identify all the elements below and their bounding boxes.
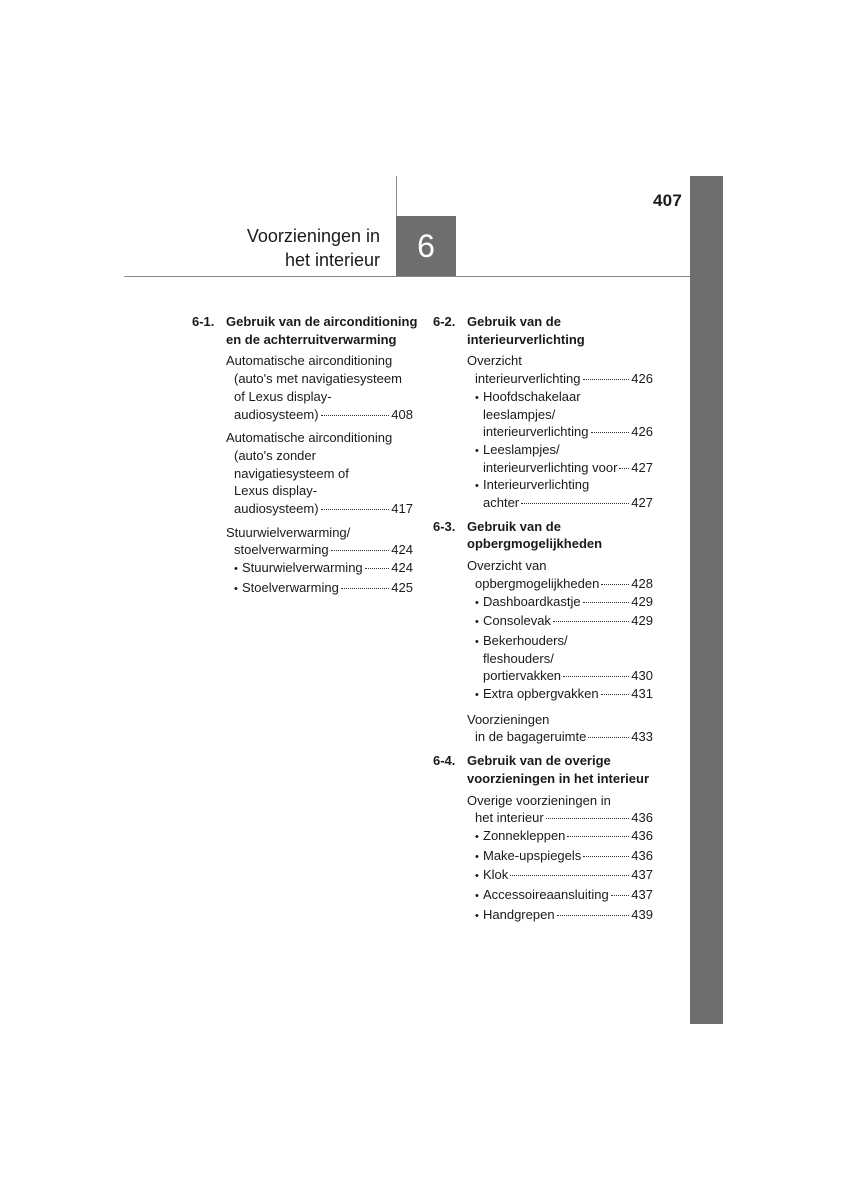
sub-entry-page-number[interactable]: 427 — [631, 495, 653, 511]
entry-title-last: interieurverlichting — [475, 371, 581, 387]
section-number: 6-3. — [433, 518, 456, 534]
dot-leader — [557, 915, 630, 916]
sub-entry-page-line[interactable] — [483, 612, 653, 630]
sub-entry-page-number[interactable]: 429 — [631, 613, 653, 629]
toc-sub-entry[interactable] — [475, 886, 653, 906]
section-title — [467, 313, 585, 348]
sub-entry-title: Zonnekleppen — [483, 827, 566, 843]
sub-entry-page-line[interactable] — [483, 906, 653, 924]
entry-page-line[interactable] — [234, 541, 413, 559]
entry-page-number[interactable]: 436 — [631, 810, 653, 826]
sub-entry-body — [483, 847, 653, 865]
sub-entry-title: Handgrepen — [483, 906, 555, 922]
dot-leader — [583, 379, 630, 380]
entry-page-line[interactable] — [234, 500, 413, 518]
toc-sub-entry[interactable] — [234, 559, 413, 579]
chapter-title-line: het interieur — [284, 250, 380, 270]
sub-entry-body — [483, 632, 653, 685]
section-title-line: Gebruik van de airconditioning — [226, 314, 418, 329]
toc-sub-entry[interactable] — [475, 593, 653, 613]
entry-title-line: (auto's zonder — [234, 447, 316, 463]
entry-title: Overzicht — [467, 353, 522, 369]
sub-entry-page-line[interactable] — [483, 847, 653, 865]
entry-title: Overige voorzieningen in — [467, 792, 611, 808]
dot-leader — [546, 818, 630, 819]
dot-leader — [321, 415, 390, 416]
toc-sub-entry[interactable] — [475, 441, 653, 476]
toc-section-heading — [433, 313, 653, 348]
entry-title: Voorzieningen — [467, 711, 550, 727]
entry-title-last: audiosysteem) — [234, 501, 319, 517]
toc-left-column — [192, 313, 418, 599]
sub-entry-title: Dashboardkastje — [483, 593, 581, 609]
bullet-icon: • — [475, 850, 479, 863]
sub-entry-title: Stuurwielverwarming — [242, 560, 363, 576]
sub-entry-title-line: Leeslampjes/ — [483, 441, 560, 457]
bullet-icon: • — [475, 689, 479, 702]
toc-sub-entry[interactable] — [475, 685, 653, 705]
sub-entry-title: Make-upspiegels — [483, 847, 582, 863]
sub-entry-body — [483, 476, 653, 511]
dot-leader — [553, 621, 629, 622]
sub-entry-title-line: Interieurverlichting — [483, 477, 590, 493]
bullet-icon: • — [475, 444, 479, 457]
sub-entry-page-number[interactable]: 430 — [631, 668, 653, 684]
entry-page-number[interactable]: 428 — [631, 575, 653, 591]
sub-entry-body — [242, 559, 413, 577]
dot-leader — [601, 694, 630, 695]
dot-leader — [365, 568, 390, 569]
sub-entry-page-number[interactable]: 429 — [631, 593, 653, 609]
sub-entry-page-number[interactable]: 437 — [631, 887, 653, 903]
dot-leader — [521, 503, 629, 504]
entry-title-last: opbergmogelijkheden — [475, 575, 600, 591]
sub-entry-page-number[interactable]: 431 — [631, 686, 653, 702]
entry-title: Automatische airconditioning — [226, 353, 393, 369]
sub-entry-body — [483, 593, 653, 611]
bullet-icon: • — [475, 830, 479, 843]
dot-leader — [583, 602, 630, 603]
entry-page-number[interactable]: 426 — [631, 371, 653, 387]
sub-entry-page-line[interactable] — [483, 866, 653, 884]
entry-title-line: of Lexus display- — [234, 388, 332, 404]
toc-entry[interactable] — [467, 352, 653, 511]
section-title — [226, 313, 417, 348]
toc-section-heading — [433, 752, 653, 787]
sub-entry-body — [242, 579, 413, 597]
dot-leader — [567, 836, 629, 837]
entry-page-line[interactable] — [475, 575, 653, 593]
toc-right-column — [433, 313, 653, 926]
page-number: 407 — [653, 191, 682, 210]
sub-entry-title: Consolevak — [483, 613, 551, 629]
sub-entry-title-line: Hoofdschakelaar — [483, 388, 581, 404]
sub-entry-page-number[interactable]: 437 — [631, 867, 653, 883]
sub-entry-body — [483, 886, 653, 904]
sub-entry-body — [483, 388, 653, 441]
entry-title: Overzicht van — [467, 558, 547, 574]
dot-leader — [510, 875, 629, 876]
sub-entry-body — [483, 612, 653, 630]
toc-sub-entry[interactable] — [475, 612, 653, 632]
bullet-icon: • — [475, 635, 479, 648]
section-title — [467, 518, 602, 553]
dot-leader — [583, 856, 629, 857]
sub-entry-title: Accessoireaansluiting — [483, 887, 609, 903]
entry-page-line[interactable] — [475, 809, 653, 827]
section-number: 6-4. — [433, 753, 456, 769]
bullet-icon: • — [475, 870, 479, 883]
section-number: 6-1. — [192, 314, 215, 329]
sub-entry-page-number[interactable]: 424 — [391, 560, 413, 576]
header-horizontal-rule — [124, 276, 690, 277]
entry-title-line: (auto's met navigatiesysteem — [234, 371, 402, 387]
sub-entry-title: Extra opbergvakken — [483, 686, 599, 702]
sub-entry-page-number[interactable]: 427 — [631, 459, 653, 475]
sub-entry-body — [483, 441, 653, 476]
sub-entry-title: interieurverlichting voor — [483, 459, 618, 475]
bullet-icon: • — [234, 563, 238, 576]
entry-page-line[interactable] — [475, 370, 653, 388]
entry-title-line: navigatiesysteem of — [234, 465, 349, 481]
sub-entry-page-line[interactable] — [483, 886, 653, 904]
sub-entry-body — [483, 685, 653, 703]
toc-entry[interactable] — [467, 792, 653, 926]
dot-leader — [341, 588, 389, 589]
sub-entry-page-number[interactable]: 425 — [391, 579, 413, 595]
section-title-line: Gebruik van de overige — [467, 753, 611, 769]
dot-leader — [331, 550, 390, 551]
toc-sub-entry[interactable] — [475, 476, 653, 511]
entry-title-last: audiosysteem) — [234, 406, 319, 422]
section-title-line: en de achterruitverwarming — [226, 331, 397, 347]
header-vertical-rule — [396, 176, 397, 216]
dot-leader — [591, 432, 630, 433]
toc-sub-entry[interactable] — [475, 847, 653, 867]
sub-entry-page-line[interactable] — [483, 827, 653, 845]
sub-entry-page-line[interactable] — [483, 685, 653, 703]
sub-entry-title-line: Bekerhouders/ — [483, 632, 568, 648]
section-title-line: opbergmogelijkheden — [467, 536, 603, 552]
sub-entry-title: portiervakken — [483, 668, 562, 684]
toc-sub-entry[interactable] — [475, 632, 653, 685]
toc-entry[interactable] — [226, 352, 413, 423]
sub-entry-page-line[interactable] — [483, 423, 653, 441]
sub-entry-page-number[interactable]: 439 — [631, 906, 653, 922]
bullet-icon: • — [475, 391, 479, 404]
sub-entry-page-number[interactable]: 426 — [631, 424, 653, 440]
entry-page-number[interactable]: 417 — [391, 501, 413, 517]
toc-sub-entry[interactable] — [234, 579, 413, 599]
entry-title-line: Lexus display- — [234, 483, 318, 499]
toc-entry[interactable] — [467, 711, 653, 746]
sub-entry-title: Klok — [483, 867, 509, 883]
sub-entry-body — [483, 827, 653, 845]
sub-entry-page-line[interactable] — [483, 667, 653, 685]
bullet-icon: • — [475, 480, 479, 493]
bullet-icon: • — [475, 616, 479, 629]
toc-sub-entry[interactable] — [475, 866, 653, 886]
sub-entry-title: Stoelverwarming — [242, 579, 339, 595]
chapter-side-tab — [690, 176, 723, 1024]
chapter-title — [170, 224, 380, 272]
section-title-line: voorzieningen in het interieur — [467, 770, 650, 786]
sub-entry-title-line: leeslampjes/ — [483, 406, 556, 422]
sub-entry-page-line[interactable] — [483, 593, 653, 611]
dot-leader — [321, 509, 390, 510]
bullet-icon: • — [475, 890, 479, 903]
sub-entry-page-number[interactable]: 436 — [631, 827, 653, 843]
chapter-title-line: Voorzieningen in — [246, 226, 380, 246]
toc-sub-entry[interactable] — [475, 388, 653, 441]
dot-leader — [601, 584, 629, 585]
entry-page-number[interactable]: 408 — [391, 406, 413, 422]
toc-sub-entry[interactable] — [475, 827, 653, 847]
section-title-line: Gebruik van de — [467, 518, 561, 534]
dot-leader — [611, 895, 630, 896]
toc-entry[interactable] — [226, 429, 413, 518]
entry-page-line[interactable] — [234, 406, 413, 424]
toc-section-heading — [192, 313, 418, 348]
bullet-icon: • — [475, 909, 479, 922]
entry-title-last: het interieur — [475, 810, 544, 826]
toc-entry[interactable] — [467, 557, 653, 705]
sub-entry-page-line[interactable] — [242, 559, 413, 577]
dot-leader — [563, 676, 629, 677]
entry-title-last: in de bagageruimte — [475, 729, 587, 745]
section-number: 6-2. — [433, 314, 456, 329]
dot-leader — [619, 468, 629, 469]
toc-sub-entry[interactable] — [475, 906, 653, 926]
sub-entry-body — [483, 866, 653, 884]
sub-entry-page-number[interactable]: 436 — [631, 847, 653, 863]
entry-page-number[interactable]: 424 — [391, 542, 413, 558]
entry-page-line[interactable] — [475, 728, 653, 746]
entry-title: Automatische airconditioning — [226, 430, 393, 446]
sub-entry-title: interieurverlichting — [483, 424, 589, 440]
dot-leader — [588, 737, 629, 738]
section-title-line: Gebruik van de — [467, 314, 561, 329]
sub-entry-body — [483, 906, 653, 924]
entry-title: Stuurwielverwarming/ — [226, 524, 351, 540]
sub-entry-page-line[interactable] — [242, 579, 413, 597]
toc-section-heading — [433, 518, 653, 553]
sub-entry-title-line: fleshouders/ — [483, 650, 554, 666]
section-title — [467, 752, 649, 787]
bullet-icon: • — [475, 596, 479, 609]
sub-entry-page-line[interactable] — [483, 459, 653, 477]
toc-entry[interactable] — [226, 524, 413, 599]
sub-entry-page-line[interactable] — [483, 494, 653, 512]
sub-entry-title: achter — [483, 495, 520, 511]
entry-title-last: stoelverwarming — [234, 542, 329, 558]
section-title-line: interieurverlichting — [467, 331, 585, 347]
bullet-icon: • — [234, 582, 238, 595]
chapter-number-box: 6 — [396, 216, 456, 276]
entry-page-number[interactable]: 433 — [631, 729, 653, 745]
